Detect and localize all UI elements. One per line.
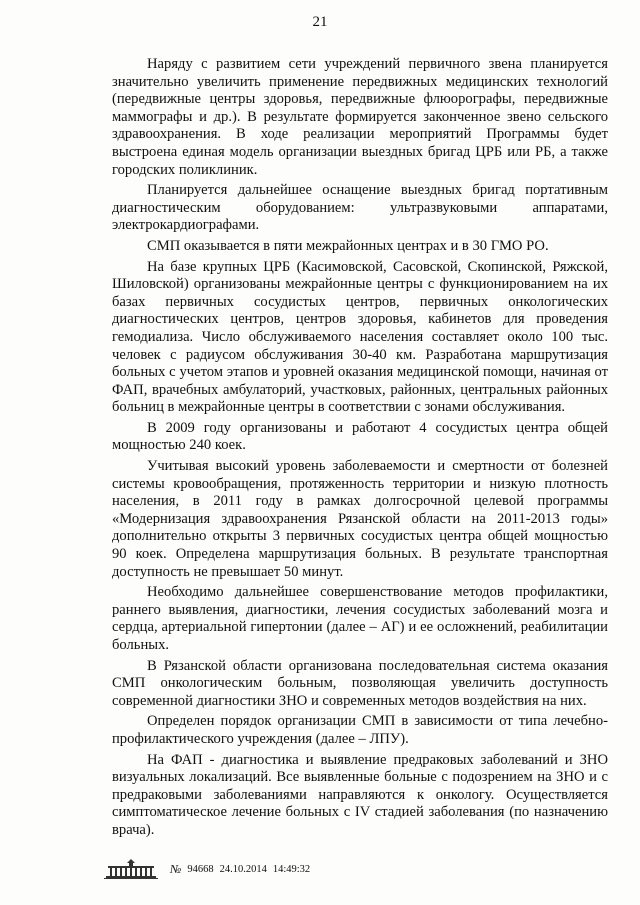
document-number: 94668 — [187, 863, 214, 875]
document-body — [112, 56, 608, 843]
document-stamp — [170, 862, 310, 877]
paragraph-interdistrict-centers: На базе крупных ЦРБ (Касимовской, Сасовской, Скопинской, Ряжской, Шиловской) организованы межрайонные центры с функционированием на их базах первичных сосудистых центров, первичных онкологических диагностических центров, центров здоровья, кабинетов для проведения гемодиализа. Число обслуживаемого населения составляет около 100 тыс. человек с радиусом обслуживания 30-40 км. Разработана маршрутизация больных с учетом этапов и уровней оказания медицинской помощи, начиная от ФАП, врачебных амбулаторий, участковых, районных, центральных районных больниц в межрайонные центры в соответствии с зонами обслуживания. — [112, 258, 608, 416]
paragraph-smp-order: Определен порядок организации СМП в зависимости от типа лечебно-профилактического учреждения (далее – ЛПУ). — [112, 713, 608, 747]
document-date: 24.10.2014 — [219, 863, 267, 875]
building-logo-icon — [102, 858, 160, 880]
document-stamp-footer — [102, 858, 310, 880]
number-sign: № — [170, 861, 182, 876]
paragraph-vascular-centers-2009: В 2009 году организованы и работают 4 сосудистых центра общей мощностью 240 коек. — [112, 419, 608, 454]
paragraph-mobile-equipment: Планируется дальнейшее оснащение выездных бригад портативным диагностическим оборудованием: ультразвуковыми аппаратами, электрокардиографами. — [112, 182, 608, 234]
paragraph-prevention-methods: Необходимо дальнейшее совершенствование методов профилактики, раннего выявления, диагностики, лечения сосудистых заболеваний мозга и сердца, артериальной гипертонии (далее – АГ) и ее осложнений, реабилитации больных. — [112, 584, 608, 653]
paragraph-modernization-program: Учитывая высокий уровень заболеваемости и смертности от болезней системы кровообращения, протяженность территории и низкую плотность населения, в 2011 году в рамках долгосрочной целевой программы «Модернизация здравоохранения Рязанской области на 2011-2013 годы» дополнительно открыты 3 первичных сосудистых центра общей мощностью 90 коек. Определена маршрутизация больных. В результате транспортная доступность не превышает 50 минут. — [112, 458, 608, 580]
paragraph-smp-centers: СМП оказывается в пяти межрайонных центрах и в 30 ГМО РО. — [147, 237, 549, 254]
page-number: 21 — [312, 14, 328, 30]
paragraph-oncology-system: В Рязанской области организована последовательная система оказания СМП онкологическим больным, позволяющая увеличить доступность современной диагностики ЗНО и современных методов воздействия на них. — [112, 657, 608, 709]
paragraph-mobile-technologies: Наряду с развитием сети учреждений первичного звена планируется значительно увеличить применение передвижных медицинских технологий (передвижные центры здоровья, передвижные флюорографы, передвижные маммографы и др.). В результате формируется законченное звено сельского здравоохранения. В ходе реализации мероприятий Программы будет выстроена единая модель организации выездных бригад ЦРБ или РБ, а также городских поликлиник. — [112, 56, 608, 178]
document-time: 14:49:32 — [272, 863, 311, 875]
paragraph-fap-diagnostics: На ФАП - диагностика и выявление предраковых заболеваний и ЗНО визуальных локализаций. Все выявленные больные с подозрением на ЗНО и с предраковыми заболеваниями направляются к онкологу. Осуществляется симптоматическое лечение больных с IV стадией заболевания (по назначению врача). — [112, 751, 608, 838]
